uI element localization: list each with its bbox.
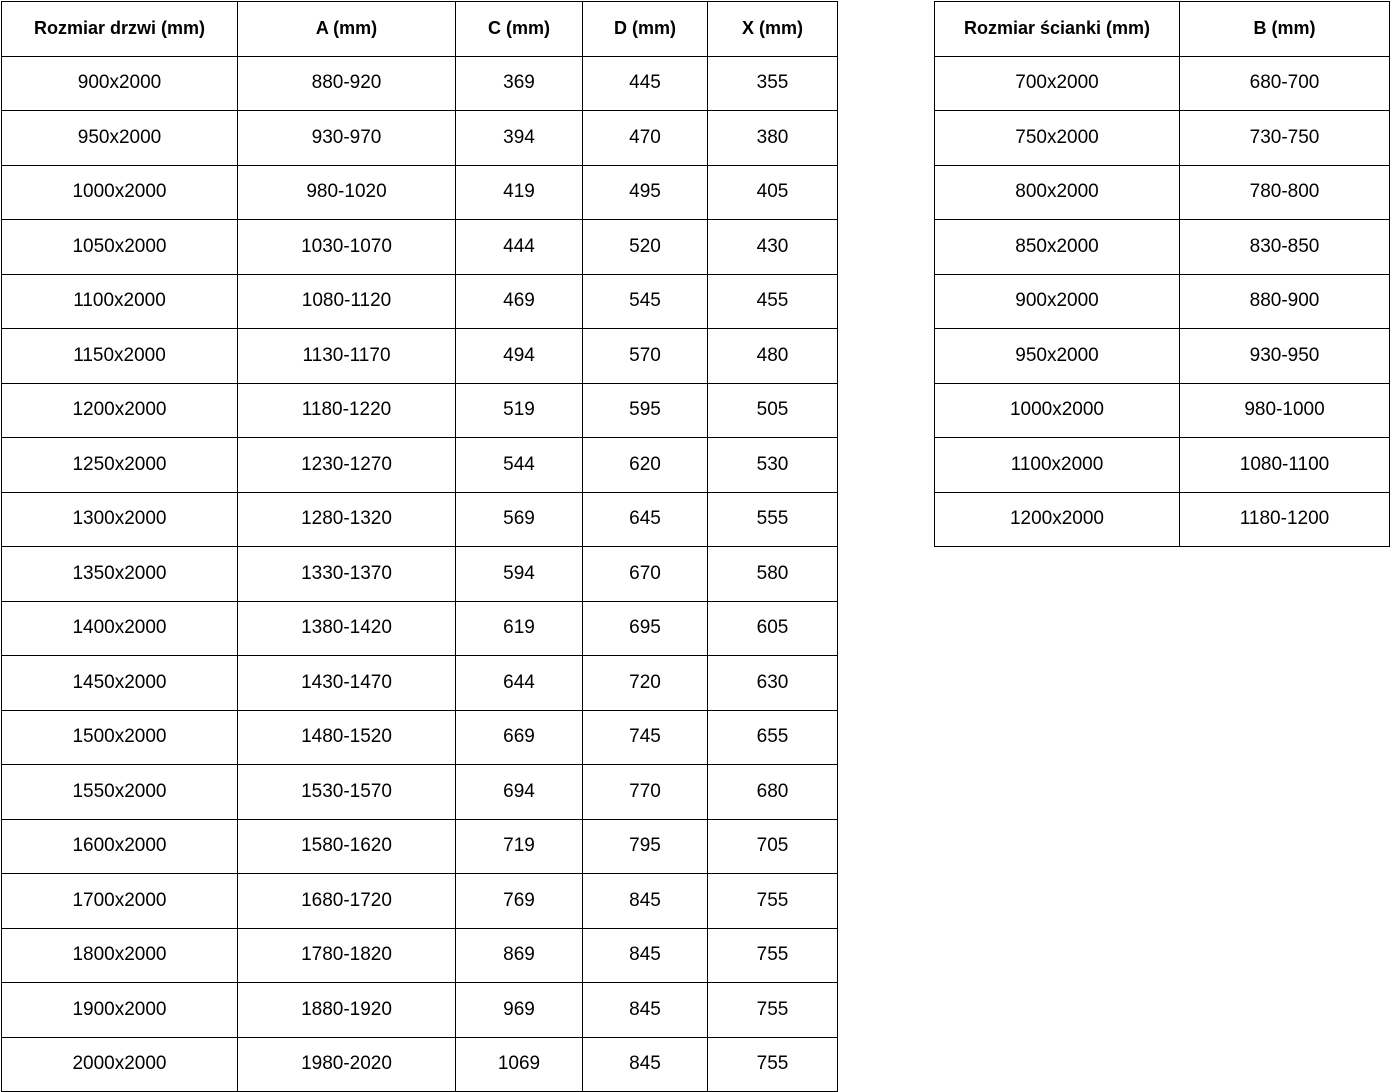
- column-header-a: A (mm): [238, 2, 456, 57]
- doors_table-cell: 869: [456, 928, 583, 983]
- doors_table-cell: 1030-1070: [238, 220, 456, 275]
- doors_table-cell: 430: [708, 220, 838, 275]
- doors_table-cell: 795: [583, 819, 708, 874]
- doors_table-cell: 1450x2000: [2, 656, 238, 711]
- wall_table-cell: 1180-1200: [1180, 492, 1390, 547]
- table-header-row: [2, 2, 838, 57]
- table-row: [2, 928, 838, 983]
- doors_table-cell: 1600x2000: [2, 819, 238, 874]
- wall-table-body: [935, 56, 1390, 547]
- doors_table-cell: 705: [708, 819, 838, 874]
- wall_table-cell: 700x2000: [935, 56, 1180, 111]
- doors_table-cell: 545: [583, 274, 708, 329]
- wall_table-cell: 930-950: [1180, 329, 1390, 384]
- doors_table-cell: 519: [456, 383, 583, 438]
- doors_table-cell: 495: [583, 165, 708, 220]
- wall_table-cell: 880-900: [1180, 274, 1390, 329]
- doors_table-cell: 1700x2000: [2, 874, 238, 929]
- table-row: [2, 983, 838, 1038]
- doors_table-cell: 845: [583, 983, 708, 1038]
- table-row: [935, 111, 1390, 166]
- table-row: [2, 601, 838, 656]
- doors_table-cell: 1480-1520: [238, 710, 456, 765]
- doors_table-cell: 1800x2000: [2, 928, 238, 983]
- wall_table-cell: 830-850: [1180, 220, 1390, 275]
- wall_table-cell: 850x2000: [935, 220, 1180, 275]
- doors_table-cell: 1900x2000: [2, 983, 238, 1038]
- table-row: [2, 656, 838, 711]
- table-row: [2, 874, 838, 929]
- doors_table-cell: 770: [583, 765, 708, 820]
- doors_table-cell: 530: [708, 438, 838, 493]
- doors_table-cell: 1130-1170: [238, 329, 456, 384]
- doors_table-cell: 1280-1320: [238, 492, 456, 547]
- doors_table-cell: 1500x2000: [2, 710, 238, 765]
- doors_table-cell: 680: [708, 765, 838, 820]
- doors_table-cell: 980-1020: [238, 165, 456, 220]
- doors_table-cell: 369: [456, 56, 583, 111]
- doors_table-cell: 445: [583, 56, 708, 111]
- table-row: [2, 547, 838, 602]
- doors_table-cell: 694: [456, 765, 583, 820]
- table-row: [935, 165, 1390, 220]
- doors_table-cell: 555: [708, 492, 838, 547]
- wall_table-cell: 800x2000: [935, 165, 1180, 220]
- wall_table-cell: 750x2000: [935, 111, 1180, 166]
- doors_table-cell: 470: [583, 111, 708, 166]
- doors_table-cell: 480: [708, 329, 838, 384]
- column-header-wall-size: Rozmiar ścianki (mm): [935, 2, 1180, 57]
- column-header-x: X (mm): [708, 2, 838, 57]
- table-row: [2, 329, 838, 384]
- table-row: [2, 765, 838, 820]
- doors_table-cell: 720: [583, 656, 708, 711]
- doors_table-cell: 455: [708, 274, 838, 329]
- doors_table-cell: 1780-1820: [238, 928, 456, 983]
- doors_table-cell: 1200x2000: [2, 383, 238, 438]
- table-row: [2, 710, 838, 765]
- table-row: [935, 329, 1390, 384]
- table-row: [2, 819, 838, 874]
- wall_table-cell: 730-750: [1180, 111, 1390, 166]
- doors_table-cell: 1330-1370: [238, 547, 456, 602]
- doors_table-cell: 594: [456, 547, 583, 602]
- table-row: [935, 220, 1390, 275]
- column-header-c: C (mm): [456, 2, 583, 57]
- table-row: [2, 274, 838, 329]
- doors_table-cell: 645: [583, 492, 708, 547]
- table-row: [2, 111, 838, 166]
- doors_table-cell: 1880-1920: [238, 983, 456, 1038]
- doors_table-cell: 1580-1620: [238, 819, 456, 874]
- doors_table-cell: 695: [583, 601, 708, 656]
- column-header-d: D (mm): [583, 2, 708, 57]
- doors-table-body: [2, 56, 838, 1092]
- doors_table-cell: 845: [583, 928, 708, 983]
- doors_table-cell: 394: [456, 111, 583, 166]
- doors_table-cell: 1350x2000: [2, 547, 238, 602]
- doors_table-cell: 670: [583, 547, 708, 602]
- doors_table-cell: 595: [583, 383, 708, 438]
- doors_table-cell: 1980-2020: [238, 1037, 456, 1092]
- doors_table-cell: 930-970: [238, 111, 456, 166]
- column-header-b: B (mm): [1180, 2, 1390, 57]
- table-row: [935, 274, 1390, 329]
- wall_table-cell: 1080-1100: [1180, 438, 1390, 493]
- doors_table-cell: 1400x2000: [2, 601, 238, 656]
- doors_table-cell: 619: [456, 601, 583, 656]
- doors_table-cell: 1550x2000: [2, 765, 238, 820]
- doors_table-cell: 469: [456, 274, 583, 329]
- doors_table-cell: 520: [583, 220, 708, 275]
- wall_table-cell: 980-1000: [1180, 383, 1390, 438]
- doors_table-cell: 1380-1420: [238, 601, 456, 656]
- doors_table-cell: 1430-1470: [238, 656, 456, 711]
- wall_table-cell: 680-700: [1180, 56, 1390, 111]
- doors_table-cell: 845: [583, 874, 708, 929]
- doors-table-head: [2, 2, 838, 57]
- doors_table-cell: 605: [708, 601, 838, 656]
- wall_table-cell: 1100x2000: [935, 438, 1180, 493]
- doors_table-cell: 769: [456, 874, 583, 929]
- doors_table-cell: 2000x2000: [2, 1037, 238, 1092]
- table-row: [2, 220, 838, 275]
- doors_table-cell: 1000x2000: [2, 165, 238, 220]
- doors_table-cell: 1230-1270: [238, 438, 456, 493]
- doors_table-cell: 494: [456, 329, 583, 384]
- doors_table-cell: 669: [456, 710, 583, 765]
- doors_table-cell: 755: [708, 983, 838, 1038]
- doors_table-cell: 1150x2000: [2, 329, 238, 384]
- doors_table-cell: 845: [583, 1037, 708, 1092]
- doors_table-cell: 630: [708, 656, 838, 711]
- doors_table-cell: 950x2000: [2, 111, 238, 166]
- table-row: [935, 438, 1390, 493]
- doors_table-cell: 755: [708, 874, 838, 929]
- wall_table-cell: 900x2000: [935, 274, 1180, 329]
- doors_table-cell: 569: [456, 492, 583, 547]
- doors_table-cell: 1530-1570: [238, 765, 456, 820]
- doors_table-cell: 755: [708, 928, 838, 983]
- doors_table-cell: 880-920: [238, 56, 456, 111]
- table-row: [2, 1037, 838, 1092]
- wall_table-cell: 780-800: [1180, 165, 1390, 220]
- doors_table-cell: 1069: [456, 1037, 583, 1092]
- doors_table-cell: 655: [708, 710, 838, 765]
- wall-dimensions-table: [934, 1, 1390, 547]
- table-header-row: [935, 2, 1390, 57]
- table-row: [2, 165, 838, 220]
- doors_table-cell: 380: [708, 111, 838, 166]
- doors_table-cell: 719: [456, 819, 583, 874]
- doors_table-cell: 620: [583, 438, 708, 493]
- column-header-door-size: Rozmiar drzwi (mm): [2, 2, 238, 57]
- doors_table-cell: 900x2000: [2, 56, 238, 111]
- doors_table-cell: 444: [456, 220, 583, 275]
- table-row: [2, 56, 838, 111]
- table-row: [935, 383, 1390, 438]
- doors_table-cell: 1680-1720: [238, 874, 456, 929]
- doors_table-cell: 969: [456, 983, 583, 1038]
- doors_table-cell: 570: [583, 329, 708, 384]
- table-row: [935, 492, 1390, 547]
- doors_table-cell: 755: [708, 1037, 838, 1092]
- doors_table-cell: 745: [583, 710, 708, 765]
- doors_table-cell: 405: [708, 165, 838, 220]
- table-row: [2, 438, 838, 493]
- doors_table-cell: 644: [456, 656, 583, 711]
- doors_table-cell: 355: [708, 56, 838, 111]
- wall_table-cell: 950x2000: [935, 329, 1180, 384]
- doors_table-cell: 419: [456, 165, 583, 220]
- doors_table-cell: 580: [708, 547, 838, 602]
- doors_table-cell: 1180-1220: [238, 383, 456, 438]
- doors_table-cell: 1050x2000: [2, 220, 238, 275]
- wall-table-head: [935, 2, 1390, 57]
- doors-dimensions-table: [1, 1, 838, 1092]
- doors_table-cell: 1250x2000: [2, 438, 238, 493]
- wall_table-cell: 1000x2000: [935, 383, 1180, 438]
- doors_table-cell: 1300x2000: [2, 492, 238, 547]
- table-row: [935, 56, 1390, 111]
- doors_table-cell: 1100x2000: [2, 274, 238, 329]
- doors_table-cell: 505: [708, 383, 838, 438]
- wall_table-cell: 1200x2000: [935, 492, 1180, 547]
- doors_table-cell: 544: [456, 438, 583, 493]
- table-row: [2, 492, 838, 547]
- table-row: [2, 383, 838, 438]
- doors_table-cell: 1080-1120: [238, 274, 456, 329]
